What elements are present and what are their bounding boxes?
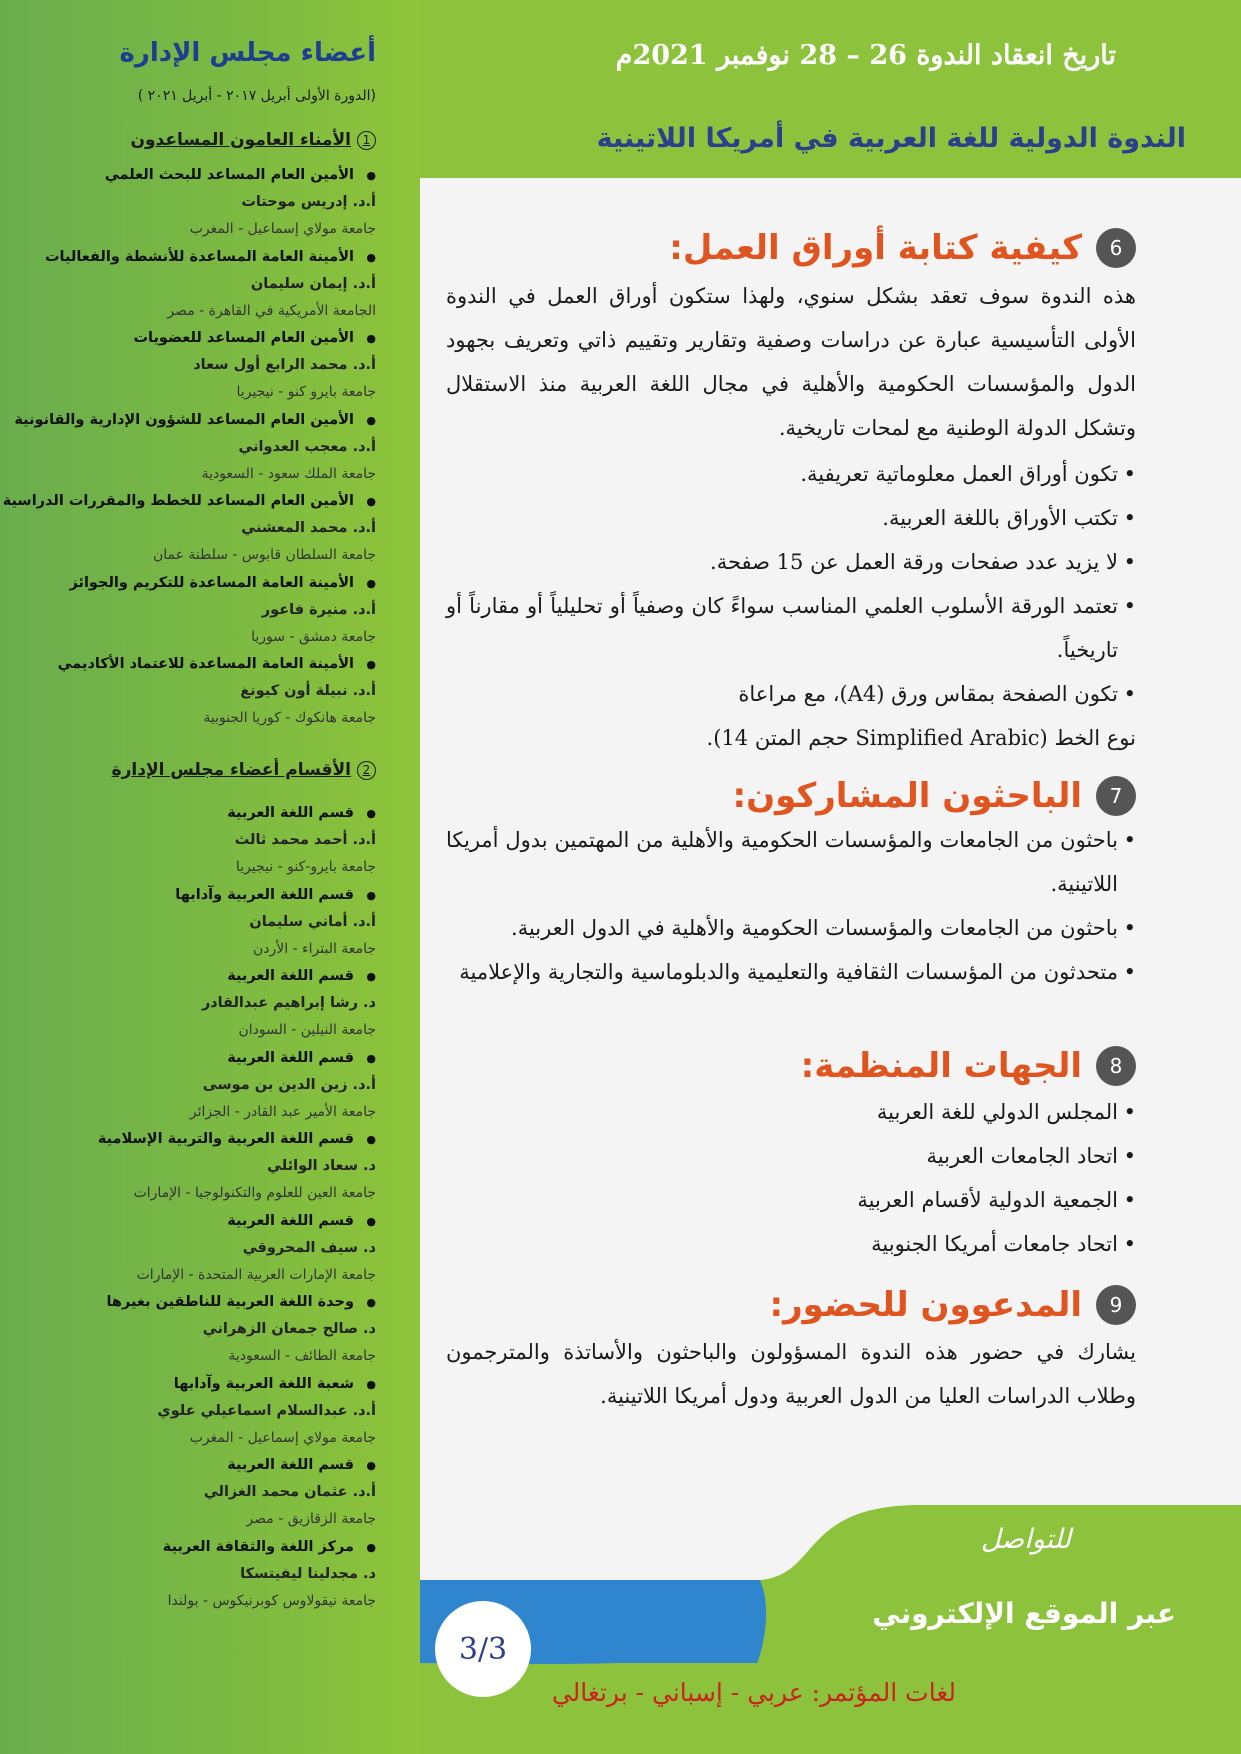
board-title: أعضاء مجلس الإدارة bbox=[119, 38, 376, 68]
board-member bbox=[2, 488, 376, 570]
bullet-item: • متحدثون من المؤسسات الثقافية والتعليمية والدبلوماسية والتجارية والإعلامية bbox=[446, 950, 1136, 994]
board-member bbox=[16, 963, 376, 1045]
section-title: الأمناء العامون المساعدون bbox=[130, 130, 351, 150]
member-university: جامعة البتراء - الأردن bbox=[252, 940, 376, 957]
member-university: جامعة السلطان قابوس - سلطنة عمان bbox=[152, 547, 376, 563]
member-role: ● قسم اللغة العربية bbox=[16, 1452, 376, 1479]
bullet-item: • باحثون من الجامعات والمؤسسات الحكومية والأهلية في الدول العربية. bbox=[446, 906, 1136, 950]
board-member bbox=[16, 162, 376, 244]
member-university: جامعة النيلين - السودان bbox=[238, 1022, 376, 1038]
assistant-secretaries-list bbox=[2, 162, 376, 733]
board-member bbox=[16, 325, 376, 407]
section-heading-board-departments bbox=[16, 760, 376, 780]
member-university: جامعة الزقازيق - مصر bbox=[246, 1511, 376, 1527]
member-university: جامعة الأمير عبد القادر - الجزائر bbox=[189, 1103, 376, 1120]
section-title: المدعوون للحضور: bbox=[769, 1285, 1082, 1325]
board-member bbox=[16, 1045, 376, 1127]
bullet-item: • المجلس الدولي للغة العربية bbox=[446, 1090, 1136, 1134]
member-name: أ.د. إيمان سليمان bbox=[250, 275, 376, 292]
member-name: د. سعاد الوائلي bbox=[267, 1158, 376, 1174]
member-name: أ.د. محمد الرابع أول سعاد bbox=[193, 357, 376, 373]
section-heading-assistant-secretaries bbox=[16, 130, 376, 150]
bullet-item: • لا يزيد عدد صفحات ورقة العمل عن 15 صفحة. bbox=[446, 540, 1136, 584]
board-member bbox=[16, 800, 376, 882]
member-university: جامعة الإمارات العربية المتحدة - الإمارات bbox=[136, 1266, 376, 1283]
section-number-badge: 7 bbox=[1096, 776, 1136, 816]
board-member bbox=[16, 882, 376, 964]
section-title: الأقسام أعضاء مجلس الإدارة bbox=[111, 760, 351, 780]
conference-languages: لغات المؤتمر: عربي - إسباني - برتغالي bbox=[551, 1678, 956, 1707]
bullet-item: • باحثون من الجامعات والمؤسسات الحكومية والأهلية من المهتمين بدول أمريكا اللاتينية. bbox=[446, 818, 1136, 906]
section-number-badge: 9 bbox=[1096, 1285, 1136, 1325]
section-title: الباحثون المشاركون: bbox=[732, 776, 1082, 816]
symposium-date: تاريخ انعقاد الندوة 26 – 28 نوفمبر 2021م bbox=[615, 40, 1116, 71]
participants-bullets bbox=[446, 818, 1136, 994]
member-role: ● الأمين العام المساعد للشؤون الإدارية والقانونية bbox=[16, 407, 376, 434]
member-name: أ.د. أماني سليمان bbox=[249, 913, 376, 930]
section-number-badge: 8 bbox=[1096, 1046, 1136, 1086]
member-name: د. سيف المحروقي bbox=[242, 1239, 376, 1256]
bullet-continuation: نوع الخط (Simplified Arabic حجم المتن 14). bbox=[706, 726, 1136, 750]
member-role: ● الأمين العام المساعد للبحث العلمي bbox=[16, 162, 376, 189]
bullet-item: • تكون الصفحة بمقاس ورق (A4)، مع مراعاة bbox=[446, 672, 1136, 716]
member-name: أ.د. أحمد محمد ثالث bbox=[234, 832, 376, 848]
member-name: أ.د. إدريس موحتات bbox=[241, 194, 376, 210]
section-heading-writing-papers bbox=[446, 223, 1136, 273]
organizers-bullets bbox=[446, 1090, 1136, 1266]
section-number-icon: 2 bbox=[357, 761, 376, 780]
member-role: ● قسم اللغة العربية bbox=[16, 1208, 376, 1235]
member-role: ● شعبة اللغة العربية وآدابها bbox=[16, 1371, 376, 1398]
member-university: جامعة العين للعلوم والتكنولوجيا - الإمارات bbox=[133, 1185, 376, 1201]
board-member bbox=[16, 1126, 376, 1208]
section-heading-invitees bbox=[446, 1280, 1136, 1330]
member-role: ● قسم اللغة العربية والتربية الإسلامية bbox=[16, 1126, 376, 1153]
page-number: 3/3 bbox=[435, 1601, 531, 1697]
section-number-icon: 1 bbox=[357, 131, 376, 150]
section-heading-participants bbox=[446, 771, 1136, 821]
invitees-paragraph: يشارك في حضور هذه الندوة المسؤولون والباحثون والأساتذة والمترجمون وطلاب الدراسات العليا من الدول العربية ودول أمريكا اللاتينية. bbox=[446, 1340, 1136, 1408]
member-role: ● الأمينة العامة المساعدة للتكريم والجوائز bbox=[16, 570, 376, 597]
board-term: (الدورة الأولى أبريل ٢٠١٧ - أبريل ٢٠٢١ ) bbox=[137, 88, 376, 104]
bullet-item: • تعتمد الورقة الأسلوب العلمي المناسب سواءً كان وصفياً أو تحليلياً أو مقارناً أو تاريخياً. bbox=[446, 584, 1136, 672]
writing-papers-paragraph: هذه الندوة سوف تعقد بشكل سنوي، ولهذا ستكون أوراق العمل في الندوة الأولى التأسيسية عبارة عن دراسات وصفية وتقارير وتقييم ذاتي وتعريف بجهود الدول والمؤسسات الحكومية والأهلية في مجال اللغة العربية منذ الاستقلال وتشكل الدولة الوطنية مع لمحات تاريخية. bbox=[446, 284, 1136, 440]
member-university: جامعة هانكوك - كوريا الجنوبية bbox=[203, 710, 376, 726]
member-university: جامعة مولاي إسماعيل - المغرب bbox=[189, 221, 376, 237]
member-name: أ.د. عثمان محمد الغزالي bbox=[203, 1484, 376, 1500]
board-member bbox=[16, 1371, 376, 1453]
member-name: أ.د. محمد المعشني bbox=[241, 520, 376, 536]
member-role: ● الأمينة العامة المساعدة للأنشطة والفعاليات bbox=[16, 244, 376, 271]
member-name: د. مجدلينا ليفيتسكا bbox=[240, 1565, 376, 1582]
member-role: ● وحدة اللغة العربية للناطقين بغيرها bbox=[16, 1289, 376, 1316]
bullet-item: • تكتب الأوراق باللغة العربية. bbox=[446, 496, 1136, 540]
member-name: د. رشا إبراهيم عبدالقادر bbox=[201, 995, 376, 1011]
member-name: أ.د. زين الدين بن موسى bbox=[202, 1076, 376, 1093]
board-member bbox=[16, 651, 376, 733]
member-university: جامعة نيقولاوس كوبرنيكوس - بولندا bbox=[167, 1592, 376, 1609]
board-member bbox=[16, 1452, 376, 1534]
section-heading-organizers bbox=[446, 1041, 1136, 1091]
writing-papers-bullets bbox=[446, 452, 1136, 760]
board-departments-list bbox=[16, 800, 376, 1615]
bullet-item: • اتحاد الجامعات العربية bbox=[446, 1134, 1136, 1178]
symposium-title: الندوة الدولية للغة العربية في أمريكا اللاتينية bbox=[596, 123, 1186, 154]
member-university: جامعة الطائف - السعودية bbox=[228, 1348, 376, 1364]
board-member bbox=[16, 244, 376, 326]
member-university: جامعة دمشق - سوريا bbox=[251, 628, 376, 645]
member-role: ● قسم اللغة العربية bbox=[16, 800, 376, 827]
member-name: أ.د. منيرة فاعور bbox=[261, 601, 376, 618]
board-member bbox=[16, 1208, 376, 1290]
member-university: جامعة بايرو-كنو - نيجيريا bbox=[235, 859, 376, 875]
website-link[interactable]: عبر الموقع الإلكتروني bbox=[872, 1597, 1176, 1630]
member-role: ● الأمين العام المساعد للعضويات bbox=[16, 325, 376, 352]
member-name: أ.د. معجب العدواني bbox=[238, 438, 376, 455]
member-role: ● مركز اللغة والثقافة العربية bbox=[16, 1534, 376, 1561]
member-name: أ.د. عبدالسلام اسماعيلي علوي bbox=[157, 1402, 376, 1419]
member-role: ● قسم اللغة العربية وآدابها bbox=[16, 882, 376, 909]
member-name: د. صالح جمعان الزهراني bbox=[202, 1321, 376, 1337]
member-role: ● الأمين العام المساعد للخطط والمقررات الدراسية bbox=[16, 488, 376, 515]
member-university: الجامعة الأمريكية في القاهرة - مصر bbox=[167, 302, 376, 319]
section-title: كيفية كتابة أوراق العمل: bbox=[669, 228, 1082, 268]
member-university: جامعة الملك سعود - السعودية bbox=[201, 465, 376, 482]
board-member bbox=[16, 407, 376, 489]
member-role: ● قسم اللغة العربية bbox=[16, 963, 376, 990]
bullet-item: • اتحاد جامعات أمريكا الجنوبية bbox=[446, 1222, 1136, 1266]
section-title: الجهات المنظمة: bbox=[800, 1046, 1082, 1086]
member-university: جامعة مولاي إسماعيل - المغرب bbox=[189, 1429, 376, 1446]
board-member bbox=[16, 570, 376, 652]
bullet-item: • الجمعية الدولية لأقسام العربية bbox=[446, 1178, 1136, 1222]
member-university: جامعة بايرو كنو - نيجيريا bbox=[236, 384, 376, 400]
board-member bbox=[16, 1534, 376, 1616]
section-number-badge: 6 bbox=[1096, 228, 1136, 268]
contact-label: للتواصل bbox=[980, 1524, 1071, 1555]
member-name: أ.د. نبيلة أون كيونغ bbox=[240, 683, 376, 699]
board-member bbox=[16, 1289, 376, 1371]
member-role: ● قسم اللغة العربية bbox=[16, 1045, 376, 1072]
bullet-item: • تكون أوراق العمل معلوماتية تعريفية. bbox=[446, 452, 1136, 496]
member-role: ● الأمينة العامة المساعدة للاعتماد الأكاديمي bbox=[16, 651, 376, 678]
